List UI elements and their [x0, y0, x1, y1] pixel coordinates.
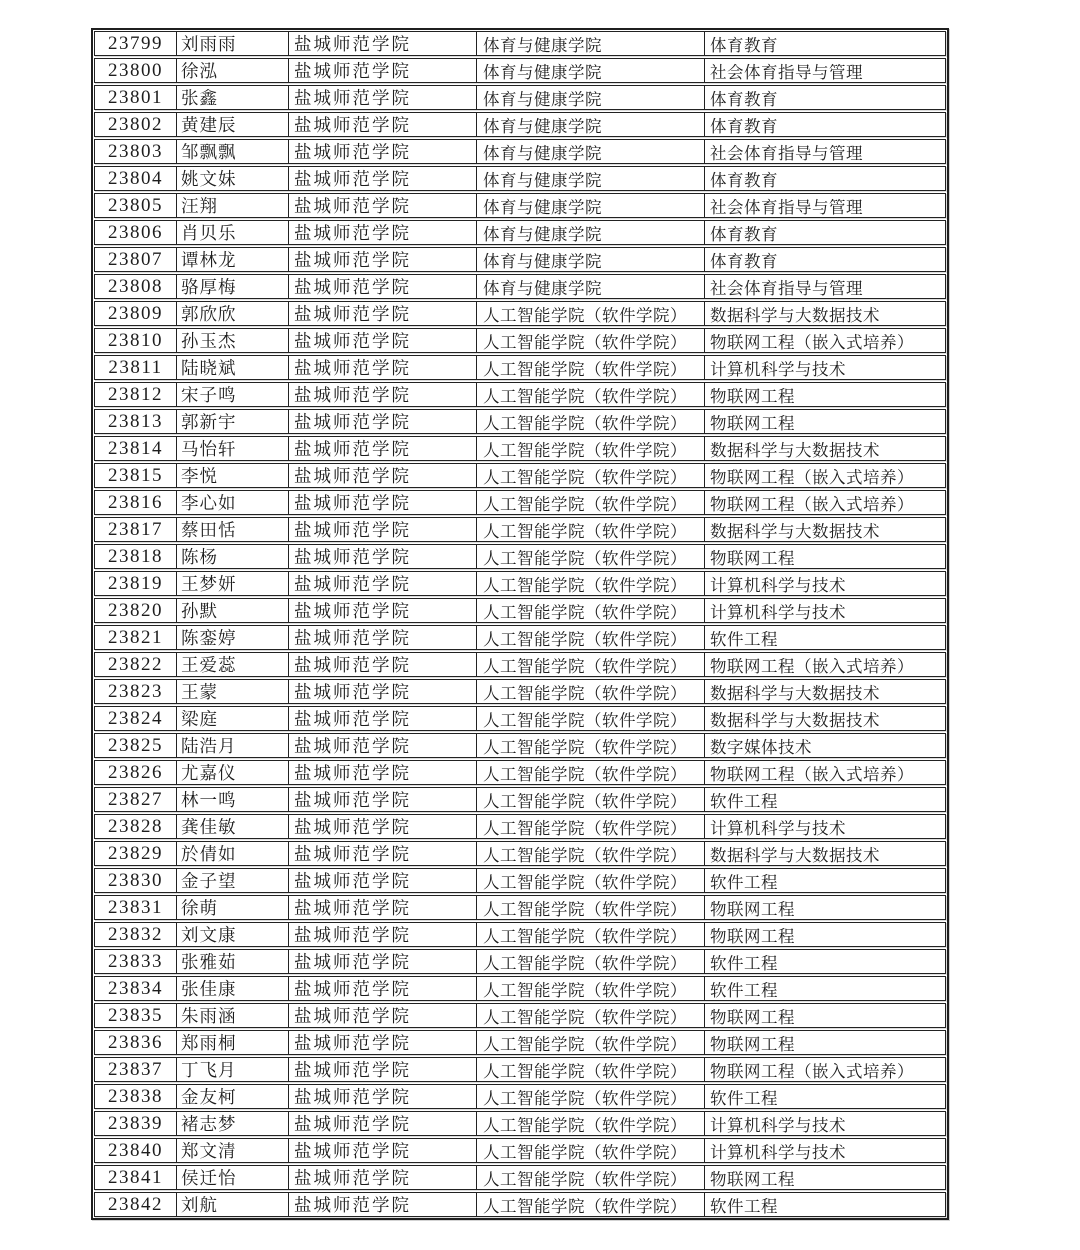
cell-school: 盐城师范学院	[289, 707, 477, 730]
table-row	[94, 895, 946, 920]
cell-college: 人工智能学院（软件学院）	[477, 1004, 705, 1027]
cell-college: 人工智能学院（软件学院）	[477, 464, 705, 487]
cell-student-name: 张鑫	[177, 86, 289, 109]
cell-major: 数据科学与大数据技术	[710, 440, 880, 460]
table-row	[94, 976, 946, 1001]
cell-student-name: 梁庭	[177, 707, 289, 730]
table-row	[94, 841, 946, 866]
cell-school: 盐城师范学院	[289, 626, 477, 649]
cell-major: 软件工程	[710, 1088, 778, 1108]
table-row	[94, 1084, 946, 1109]
cell-student-id: 23799	[95, 32, 177, 55]
cell-school: 盐城师范学院	[289, 437, 477, 460]
cell-student-id: 23803	[95, 140, 177, 163]
cell-student-name: 蔡田恬	[177, 518, 289, 541]
table-row	[94, 679, 946, 704]
table-row	[94, 733, 946, 758]
table-row	[94, 625, 946, 650]
table-row	[94, 301, 946, 326]
cell-major: 物联网工程（嵌入式培养）	[710, 1061, 914, 1081]
cell-student-id: 23828	[95, 815, 177, 838]
cell-school: 盐城师范学院	[289, 923, 477, 946]
cell-school: 盐城师范学院	[289, 32, 477, 55]
cell-major: 体育教育	[710, 116, 778, 136]
cell-school: 盐城师范学院	[289, 896, 477, 919]
cell-student-name: 李悦	[177, 464, 289, 487]
cell-major: 物联网工程（嵌入式培养）	[710, 764, 914, 784]
cell-major: 体育教育	[710, 170, 778, 190]
cell-student-id: 23806	[95, 221, 177, 244]
cell-student-name: 尤嘉仪	[177, 761, 289, 784]
cell-major: 软件工程	[710, 629, 778, 649]
cell-college: 体育与健康学院	[477, 221, 705, 244]
table-row	[94, 1030, 946, 1055]
cell-college: 人工智能学院（软件学院）	[477, 410, 705, 433]
cell-student-name: 郑文清	[177, 1139, 289, 1162]
cell-school: 盐城师范学院	[289, 356, 477, 379]
cell-college: 人工智能学院（软件学院）	[477, 842, 705, 865]
cell-college: 人工智能学院（软件学院）	[477, 653, 705, 676]
cell-college: 体育与健康学院	[477, 86, 705, 109]
cell-school: 盐城师范学院	[289, 950, 477, 973]
cell-major: 数据科学与大数据技术	[710, 710, 880, 730]
cell-college: 人工智能学院（软件学院）	[477, 437, 705, 460]
cell-student-name: 龚佳敏	[177, 815, 289, 838]
cell-student-name: 宋子鸣	[177, 383, 289, 406]
table-row	[94, 112, 946, 137]
cell-college: 人工智能学院（软件学院）	[477, 302, 705, 325]
cell-major: 数据科学与大数据技术	[710, 845, 880, 865]
cell-student-id: 23842	[95, 1193, 177, 1216]
cell-student-name: 邹飘飘	[177, 140, 289, 163]
cell-school: 盐城师范学院	[289, 383, 477, 406]
cell-school: 盐城师范学院	[289, 329, 477, 352]
cell-student-name: 徐泓	[177, 59, 289, 82]
table-row	[94, 166, 946, 191]
cell-college: 人工智能学院（软件学院）	[477, 707, 705, 730]
cell-major: 体育教育	[710, 35, 778, 55]
cell-school: 盐城师范学院	[289, 1139, 477, 1162]
cell-student-name: 刘雨雨	[177, 32, 289, 55]
cell-student-name: 郭欣欣	[177, 302, 289, 325]
cell-college: 人工智能学院（软件学院）	[477, 599, 705, 622]
cell-college: 人工智能学院（软件学院）	[477, 815, 705, 838]
cell-school: 盐城师范学院	[289, 1193, 477, 1216]
cell-college: 人工智能学院（软件学院）	[477, 1085, 705, 1108]
table-row	[94, 544, 946, 569]
cell-major: 软件工程	[710, 953, 778, 973]
table-row	[94, 760, 946, 785]
cell-student-id: 23832	[95, 923, 177, 946]
table-row	[94, 517, 946, 542]
cell-major: 物联网工程	[710, 548, 795, 568]
cell-school: 盐城师范学院	[289, 1058, 477, 1081]
cell-college: 人工智能学院（软件学院）	[477, 1058, 705, 1081]
cell-student-id: 23826	[95, 761, 177, 784]
cell-student-name: 朱雨涵	[177, 1004, 289, 1027]
cell-college: 人工智能学院（软件学院）	[477, 1166, 705, 1189]
cell-student-name: 刘文康	[177, 923, 289, 946]
table-row	[94, 193, 946, 218]
cell-school: 盐城师范学院	[289, 599, 477, 622]
cell-school: 盐城师范学院	[289, 491, 477, 514]
cell-school: 盐城师范学院	[289, 1085, 477, 1108]
cell-college: 人工智能学院（软件学院）	[477, 383, 705, 406]
cell-major: 社会体育指导与管理	[710, 278, 863, 298]
cell-student-id: 23819	[95, 572, 177, 595]
cell-college: 体育与健康学院	[477, 248, 705, 271]
cell-student-id: 23815	[95, 464, 177, 487]
table-row	[94, 1138, 946, 1163]
cell-student-id: 23839	[95, 1112, 177, 1135]
cell-school: 盐城师范学院	[289, 977, 477, 1000]
cell-major: 社会体育指导与管理	[710, 197, 863, 217]
cell-school: 盐城师范学院	[289, 1166, 477, 1189]
cell-student-name: 李心如	[177, 491, 289, 514]
cell-college: 人工智能学院（软件学院）	[477, 491, 705, 514]
cell-major: 物联网工程	[710, 1034, 795, 1054]
cell-student-id: 23840	[95, 1139, 177, 1162]
table-row	[94, 274, 946, 299]
cell-major: 物联网工程	[710, 1169, 795, 1189]
table-row	[94, 1165, 946, 1190]
cell-major: 社会体育指导与管理	[710, 62, 863, 82]
cell-major: 物联网工程	[710, 1007, 795, 1027]
cell-college: 体育与健康学院	[477, 167, 705, 190]
cell-student-name: 侯迁怡	[177, 1166, 289, 1189]
cell-school: 盐城师范学院	[289, 410, 477, 433]
table-row	[94, 1111, 946, 1136]
cell-student-name: 褚志梦	[177, 1112, 289, 1135]
cell-student-name: 林一鸣	[177, 788, 289, 811]
cell-college: 人工智能学院（软件学院）	[477, 1112, 705, 1135]
cell-student-id: 23818	[95, 545, 177, 568]
cell-college: 人工智能学院（软件学院）	[477, 977, 705, 1000]
cell-major: 社会体育指导与管理	[710, 143, 863, 163]
cell-major: 数字媒体技术	[710, 737, 812, 757]
cell-major: 数据科学与大数据技术	[710, 305, 880, 325]
cell-college: 体育与健康学院	[477, 275, 705, 298]
table-row	[94, 652, 946, 677]
cell-student-name: 王梦妍	[177, 572, 289, 595]
cell-school: 盐城师范学院	[289, 788, 477, 811]
cell-student-id: 23816	[95, 491, 177, 514]
cell-student-name: 王蒙	[177, 680, 289, 703]
cell-college: 人工智能学院（软件学院）	[477, 545, 705, 568]
table-row	[94, 31, 946, 56]
cell-student-id: 23830	[95, 869, 177, 892]
cell-student-name: 於倩如	[177, 842, 289, 865]
cell-school: 盐城师范学院	[289, 518, 477, 541]
cell-student-id: 23817	[95, 518, 177, 541]
cell-student-name: 孙默	[177, 599, 289, 622]
cell-major: 软件工程	[710, 791, 778, 811]
cell-student-id: 23804	[95, 167, 177, 190]
cell-student-id: 23808	[95, 275, 177, 298]
table-row	[94, 868, 946, 893]
cell-major: 计算机科学与技术	[710, 602, 846, 622]
table-row	[94, 787, 946, 812]
cell-college: 体育与健康学院	[477, 113, 705, 136]
cell-college: 人工智能学院（软件学院）	[477, 923, 705, 946]
cell-student-name: 肖贝乐	[177, 221, 289, 244]
cell-major: 数据科学与大数据技术	[710, 683, 880, 703]
cell-major: 物联网工程	[710, 413, 795, 433]
cell-student-name: 郑雨桐	[177, 1031, 289, 1054]
cell-student-name: 陈銮婷	[177, 626, 289, 649]
cell-school: 盐城师范学院	[289, 842, 477, 865]
cell-student-id: 23831	[95, 896, 177, 919]
table-row	[94, 355, 946, 380]
cell-student-name: 陈杨	[177, 545, 289, 568]
cell-major: 物联网工程	[710, 926, 795, 946]
cell-student-name: 金友柯	[177, 1085, 289, 1108]
cell-school: 盐城师范学院	[289, 1112, 477, 1135]
cell-student-id: 23809	[95, 302, 177, 325]
cell-college: 体育与健康学院	[477, 140, 705, 163]
cell-college: 人工智能学院（软件学院）	[477, 329, 705, 352]
cell-student-name: 黄建辰	[177, 113, 289, 136]
cell-college: 人工智能学院（软件学院）	[477, 950, 705, 973]
table-row	[94, 220, 946, 245]
cell-student-name: 张佳康	[177, 977, 289, 1000]
cell-major: 物联网工程	[710, 386, 795, 406]
cell-school: 盐城师范学院	[289, 761, 477, 784]
cell-school: 盐城师范学院	[289, 59, 477, 82]
cell-student-id: 23837	[95, 1058, 177, 1081]
table-row	[94, 490, 946, 515]
cell-student-id: 23814	[95, 437, 177, 460]
cell-student-id: 23825	[95, 734, 177, 757]
table-row	[94, 409, 946, 434]
table-row	[94, 949, 946, 974]
cell-student-id: 23820	[95, 599, 177, 622]
cell-college: 人工智能学院（软件学院）	[477, 869, 705, 892]
cell-student-id: 23800	[95, 59, 177, 82]
cell-school: 盐城师范学院	[289, 869, 477, 892]
cell-college: 人工智能学院（软件学院）	[477, 1031, 705, 1054]
table-row	[94, 1192, 946, 1217]
cell-college: 人工智能学院（软件学院）	[477, 1139, 705, 1162]
cell-student-name: 金子望	[177, 869, 289, 892]
cell-school: 盐城师范学院	[289, 680, 477, 703]
table-row	[94, 247, 946, 272]
cell-major: 软件工程	[710, 872, 778, 892]
cell-school: 盐城师范学院	[289, 1031, 477, 1054]
cell-student-id: 23801	[95, 86, 177, 109]
table-row	[94, 328, 946, 353]
cell-college: 人工智能学院（软件学院）	[477, 626, 705, 649]
cell-school: 盐城师范学院	[289, 302, 477, 325]
cell-student-id: 23829	[95, 842, 177, 865]
table-row	[94, 382, 946, 407]
cell-student-id: 23833	[95, 950, 177, 973]
cell-school: 盐城师范学院	[289, 815, 477, 838]
cell-student-id: 23811	[95, 356, 177, 379]
cell-major: 数据科学与大数据技术	[710, 521, 880, 541]
cell-student-id: 23822	[95, 653, 177, 676]
cell-major: 物联网工程（嵌入式培养）	[710, 467, 914, 487]
cell-student-id: 23838	[95, 1085, 177, 1108]
cell-student-name: 汪翔	[177, 194, 289, 217]
cell-major: 计算机科学与技术	[710, 1115, 846, 1135]
table-row	[94, 571, 946, 596]
table-row	[94, 85, 946, 110]
cell-major: 物联网工程（嵌入式培养）	[710, 494, 914, 514]
cell-student-name: 徐萌	[177, 896, 289, 919]
cell-school: 盐城师范学院	[289, 194, 477, 217]
cell-college: 人工智能学院（软件学院）	[477, 680, 705, 703]
table-row	[94, 463, 946, 488]
cell-student-id: 23834	[95, 977, 177, 1000]
cell-student-name: 张雅茹	[177, 950, 289, 973]
cell-college: 人工智能学院（软件学院）	[477, 572, 705, 595]
table-row	[94, 139, 946, 164]
cell-student-id: 23807	[95, 248, 177, 271]
cell-major: 物联网工程	[710, 899, 795, 919]
cell-student-id: 23821	[95, 626, 177, 649]
cell-student-name: 陆浩月	[177, 734, 289, 757]
cell-student-id: 23810	[95, 329, 177, 352]
cell-school: 盐城师范学院	[289, 86, 477, 109]
cell-major: 物联网工程（嵌入式培养）	[710, 332, 914, 352]
cell-student-name: 丁飞月	[177, 1058, 289, 1081]
student-list-table	[91, 28, 949, 1220]
cell-school: 盐城师范学院	[289, 167, 477, 190]
cell-college: 体育与健康学院	[477, 59, 705, 82]
cell-major: 软件工程	[710, 980, 778, 1000]
cell-major: 物联网工程（嵌入式培养）	[710, 656, 914, 676]
cell-school: 盐城师范学院	[289, 464, 477, 487]
cell-school: 盐城师范学院	[289, 248, 477, 271]
cell-major: 计算机科学与技术	[710, 359, 846, 379]
cell-major: 计算机科学与技术	[710, 575, 846, 595]
cell-student-name: 谭林龙	[177, 248, 289, 271]
table-row	[94, 1057, 946, 1082]
cell-school: 盐城师范学院	[289, 140, 477, 163]
cell-student-name: 郭新宇	[177, 410, 289, 433]
cell-student-id: 23805	[95, 194, 177, 217]
cell-major: 体育教育	[710, 251, 778, 271]
cell-student-id: 23824	[95, 707, 177, 730]
cell-school: 盐城师范学院	[289, 221, 477, 244]
table-row	[94, 436, 946, 461]
cell-college: 人工智能学院（软件学院）	[477, 356, 705, 379]
cell-student-name: 王爱蕊	[177, 653, 289, 676]
table-row	[94, 1003, 946, 1028]
table-row	[94, 706, 946, 731]
cell-student-name: 刘航	[177, 1193, 289, 1216]
cell-major: 软件工程	[710, 1196, 778, 1216]
table-row	[94, 922, 946, 947]
cell-student-name: 孙玉杰	[177, 329, 289, 352]
cell-school: 盐城师范学院	[289, 113, 477, 136]
cell-student-id: 23823	[95, 680, 177, 703]
cell-student-name: 姚文妹	[177, 167, 289, 190]
cell-college: 人工智能学院（软件学院）	[477, 896, 705, 919]
cell-student-id: 23813	[95, 410, 177, 433]
cell-student-id: 23835	[95, 1004, 177, 1027]
cell-major: 体育教育	[710, 224, 778, 244]
cell-major: 计算机科学与技术	[710, 1142, 846, 1162]
table-row	[94, 598, 946, 623]
cell-college: 人工智能学院（软件学院）	[477, 788, 705, 811]
cell-student-id: 23827	[95, 788, 177, 811]
cell-student-name: 陆晓斌	[177, 356, 289, 379]
cell-college: 人工智能学院（软件学院）	[477, 734, 705, 757]
cell-school: 盐城师范学院	[289, 734, 477, 757]
table-row	[94, 58, 946, 83]
cell-school: 盐城师范学院	[289, 572, 477, 595]
cell-college: 人工智能学院（软件学院）	[477, 1193, 705, 1216]
cell-school: 盐城师范学院	[289, 275, 477, 298]
cell-student-id: 23802	[95, 113, 177, 136]
cell-student-id: 23812	[95, 383, 177, 406]
cell-college: 体育与健康学院	[477, 32, 705, 55]
cell-major: 计算机科学与技术	[710, 818, 846, 838]
cell-school: 盐城师范学院	[289, 1004, 477, 1027]
cell-major: 体育教育	[710, 89, 778, 109]
cell-student-id: 23836	[95, 1031, 177, 1054]
cell-school: 盐城师范学院	[289, 653, 477, 676]
cell-student-name: 骆厚梅	[177, 275, 289, 298]
cell-college: 人工智能学院（软件学院）	[477, 761, 705, 784]
cell-student-id: 23841	[95, 1166, 177, 1189]
cell-college: 人工智能学院（软件学院）	[477, 518, 705, 541]
cell-student-name: 马怡轩	[177, 437, 289, 460]
cell-school: 盐城师范学院	[289, 545, 477, 568]
table-row	[94, 814, 946, 839]
cell-college: 体育与健康学院	[477, 194, 705, 217]
